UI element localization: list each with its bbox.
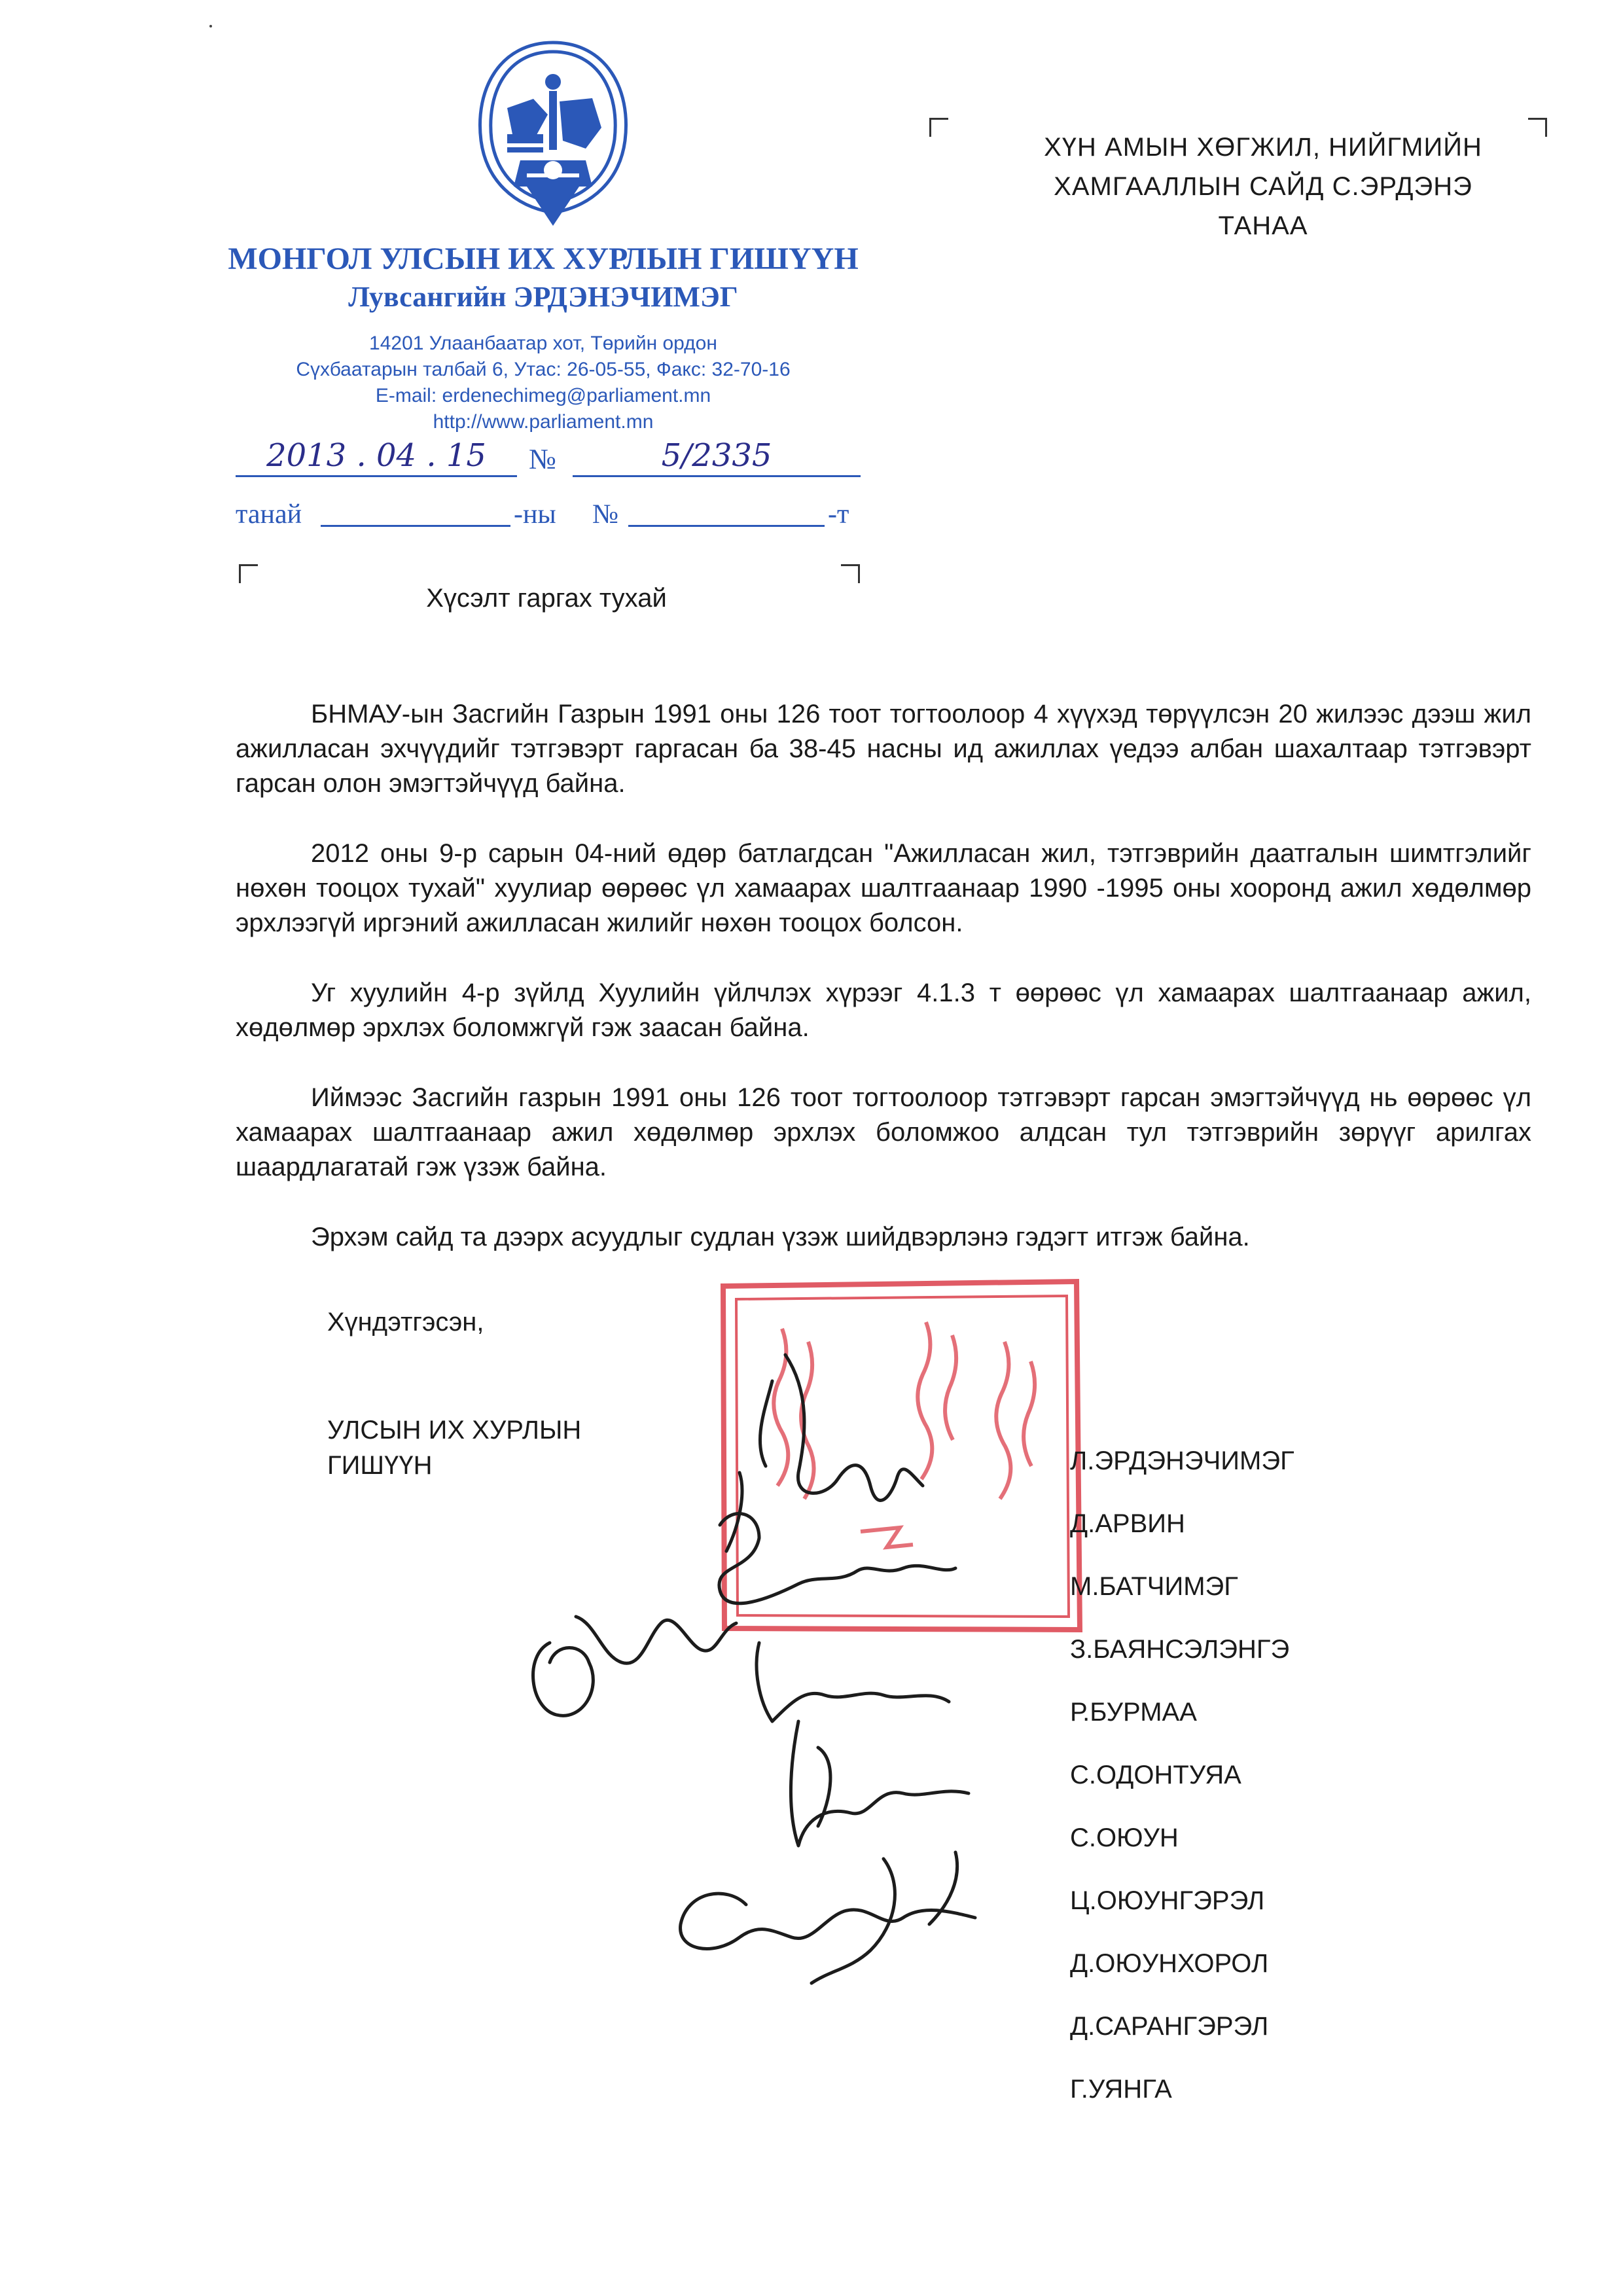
member-name: Д.ОЮУНХОРОЛ xyxy=(1070,1949,1269,1978)
body-paragraph: Эрхэм сайд та дээрх асуудлыг судлан үзэж шийдвэрлэнэ гэдэгт итгэж байна. xyxy=(311,1223,1250,1251)
sender-phone: Сүхбаатарын талбай 6, Утас: 26-05-55, Факс: 32-70-16 xyxy=(296,359,791,380)
sender-address: 14201 Улаанбаатар хот, Төрийн ордон xyxy=(369,332,717,354)
subject-bracket-left xyxy=(239,564,258,583)
body-paragraph: 2012 оны 9-р сарын 04-ний өдөр батлагдсан "Ажилласан жил, тэтгэврийн даатгалын шимтгэлийг нөхөн тооцох тухай" хуулиар өөрөөс үл хамаарах шалтгаанаар 1990 -1995 оны хооронд ажил хөдөлмөр эрхлээгүй иргэний ажилласан жилийг нөхөн тооцох болсон. xyxy=(236,839,1531,937)
member-name: Г.УЯНГА xyxy=(1070,2075,1172,2104)
member-name: Ц.ОЮУНГЭРЭЛ xyxy=(1070,1886,1265,1915)
reference-date-blank xyxy=(321,499,510,527)
signatures-icon xyxy=(524,1276,1060,1996)
member-name: Д.АРВИН xyxy=(1070,1509,1185,1538)
member-name: З.БАЯНСЭЛЭНГЭ xyxy=(1070,1635,1290,1664)
recipient-line: ХҮН АМЫН ХӨГЖИЛ, НИЙГМИЙН xyxy=(1044,133,1482,162)
member-name: Л.ЭРДЭНЭЧИМЭГ xyxy=(1070,1446,1294,1475)
reference-number-symbol: № xyxy=(592,499,619,529)
sender-website: http://www.parliament.mn xyxy=(433,411,654,433)
member-name: С.ОЮУН xyxy=(1070,1823,1179,1852)
reference-suffix: -т xyxy=(828,499,849,529)
reference-row xyxy=(236,499,861,531)
recipient-line: ХАМГААЛЛЫН САЙД С.ЭРДЭНЭ xyxy=(1054,172,1472,201)
sender-contacts xyxy=(216,331,870,435)
member-name: Р.БУРМАА xyxy=(1070,1698,1197,1727)
member-name: С.ОДОНТУЯА xyxy=(1070,1761,1241,1789)
letter-date: 2013 . 04 . 15 xyxy=(236,437,517,477)
reference-prefix: танай xyxy=(236,499,302,529)
sender-email: E-mail: erdenechimeg@parliament.mn xyxy=(375,385,711,406)
recipient-bracket-left xyxy=(929,118,948,137)
reference-number-blank xyxy=(628,499,825,527)
signature-title-line: ГИШҮҮН xyxy=(327,1451,433,1480)
member-name: М.БАТЧИМЭГ xyxy=(1070,1572,1238,1601)
reference-mid: -ны xyxy=(514,499,556,529)
closing: Хүндэтгэсэн, xyxy=(327,1308,484,1336)
recipient-line: ТАНАА xyxy=(1218,211,1308,240)
member-name: Д.САРАНГЭРЭЛ xyxy=(1070,2012,1269,2041)
body-paragraph: БНМАУ-ын Засгийн Газрын 1991 оны 126 тоот тогтоолоор 4 хүүхэд төрүүлсэн 20 жилээс дээш жил ажилласан эхчүүдийг тэтгэвэрт гаргасан ба 38-45 насны ид ажиллах үедээ албан шахалтаар тэтгэвэрт гарсан олон эмэгтэйчүүд байна. xyxy=(236,700,1531,798)
signature-title-line: УЛСЫН ИХ ХУРЛЫН xyxy=(327,1416,582,1444)
body-paragraph: Иймээс Засгийн газрын 1991 оны 126 тоот тогтоолоор тэтгэвэрт гарсан эмэгтэйчүүд нь өөрөөс үл хамаарах шалтгаанаар ажил хөдөлмөр эрхлэх боломжоо алдсан тул тэтгэврийн зөрүүг арилгах шаардлагатай гэж үзэж байна. xyxy=(236,1083,1531,1181)
sender-name: Лувсангийн ЭРДЭНЭЧИМЭГ xyxy=(348,281,738,313)
number-symbol: № xyxy=(529,443,556,475)
subject-bracket-right xyxy=(841,564,860,583)
sender-title: МОНГОЛ УЛСЫН ИХ ХУРЛЫН ГИШҮҮН xyxy=(228,242,859,276)
scan-speck xyxy=(209,25,212,27)
letter-number: 5/2335 xyxy=(573,437,861,477)
recipient-block xyxy=(969,128,1558,245)
subject: Хүсэлт гаргах тухай xyxy=(426,584,667,613)
state-emblem-icon xyxy=(461,36,645,232)
letter-body xyxy=(236,697,1531,1290)
body-paragraph: Уг хуулийн 4-р зүйлд Хуулийн үйлчлэх хүрээг 4.1.3 т өөрөөс үл хамаарах шалтгаанаар ажил, хөдөлмөр эрхлэх боломжгүй гэж заасан байна. xyxy=(236,978,1531,1042)
